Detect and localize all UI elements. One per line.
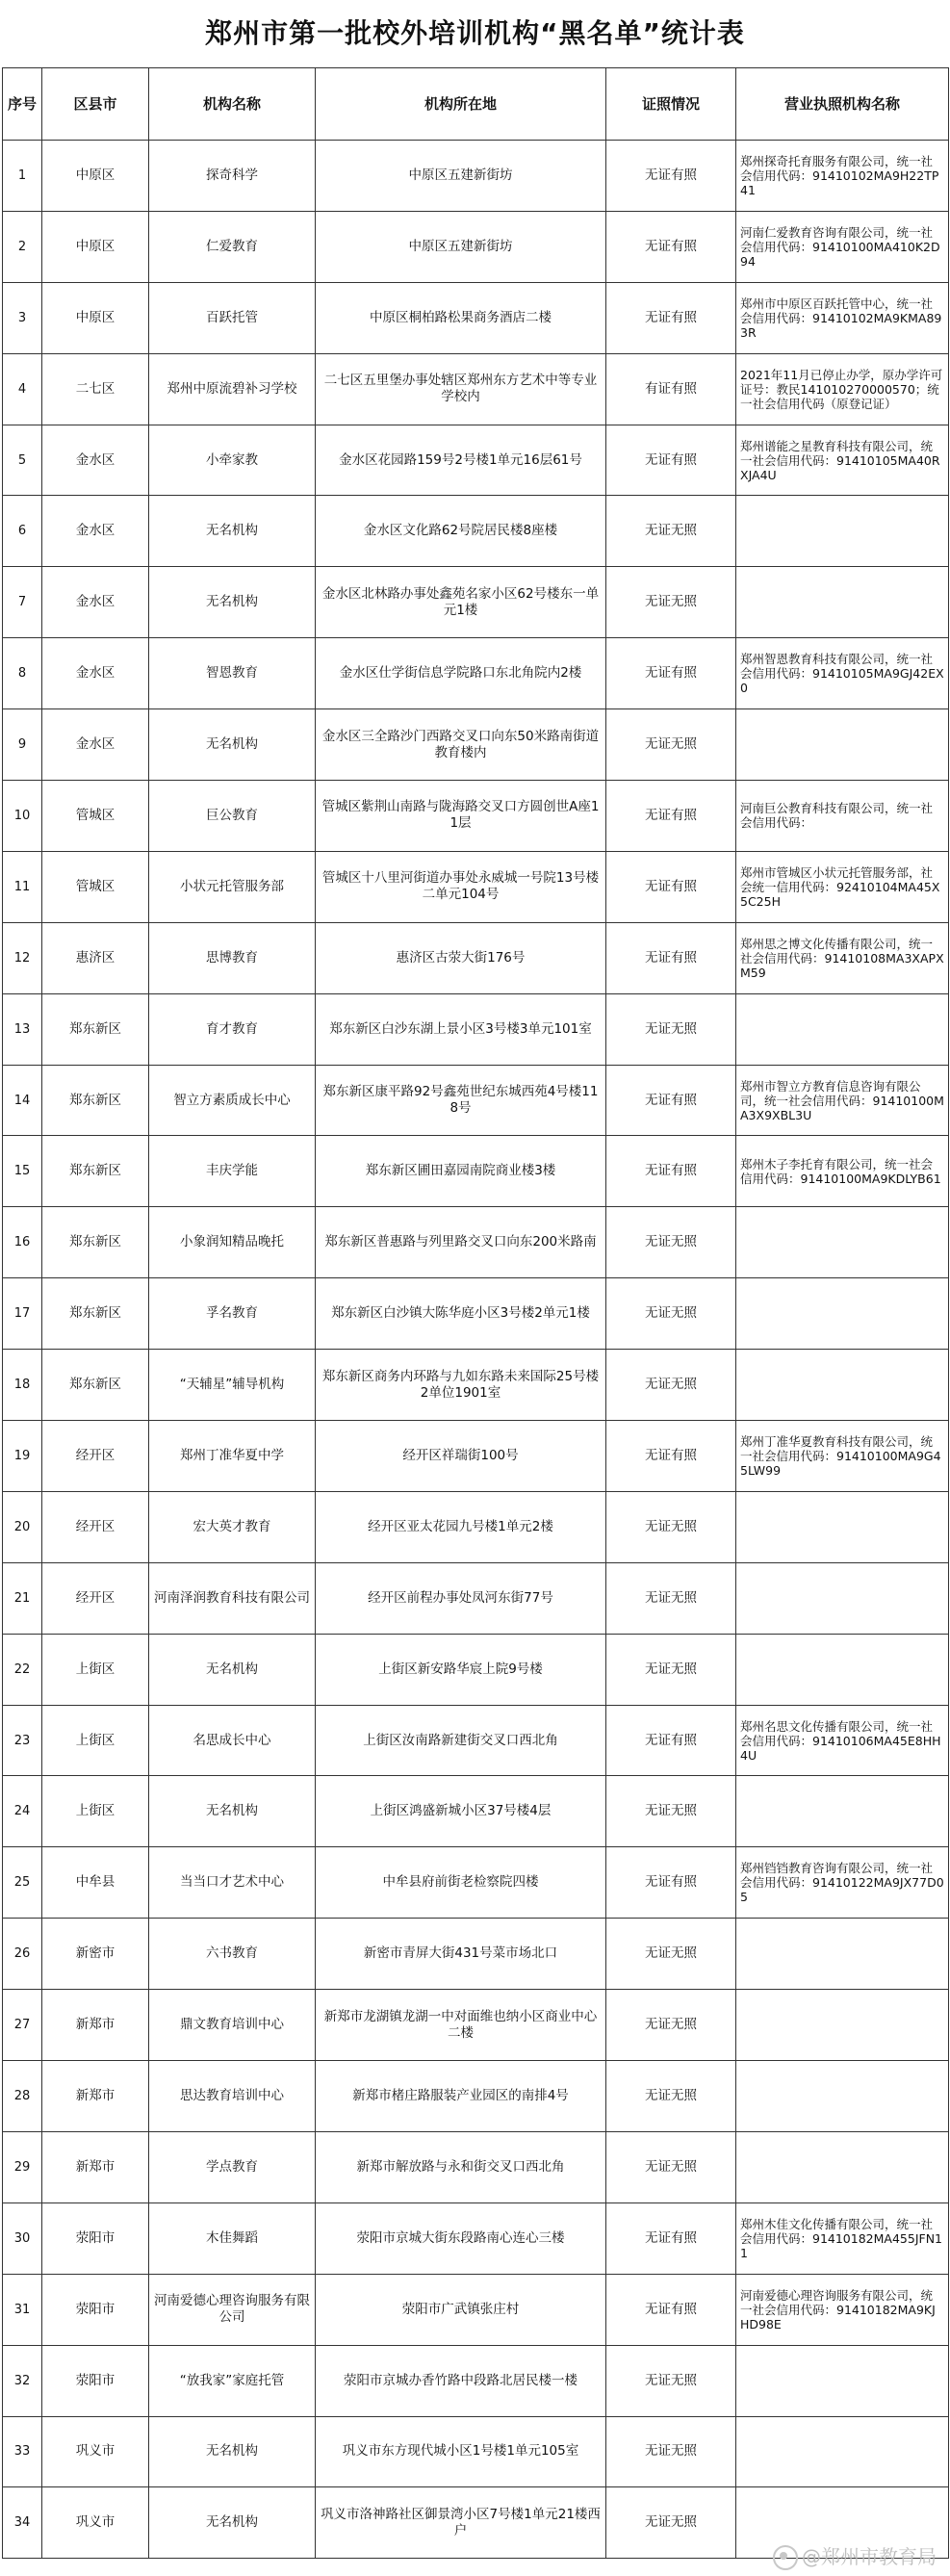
cell-license: 无证有照	[606, 2274, 736, 2345]
cell-district: 新密市	[42, 1919, 149, 1990]
table-row	[3, 1919, 949, 1990]
cell-name: 仁爱教育	[149, 211, 316, 282]
cell-business	[736, 1919, 949, 1990]
cell-address: 郑东新区康平路92号鑫苑世纪东城西苑4号楼118号	[316, 1065, 606, 1136]
cell-address: 郑东新区白沙镇大陈华庭小区3号楼2单元1楼	[316, 1278, 606, 1350]
cell-address: 管城区紫荆山南路与陇海路交叉口方圆创世A座11层	[316, 781, 606, 852]
cell-name: 宏大英才教育	[149, 1491, 316, 1562]
cell-business: 郑州智恩教育科技有限公司，统一社会信用代码：91410105MA9GJ42EX0	[736, 638, 949, 709]
cell-address: 上街区汝南路新建街交叉口西北角	[316, 1705, 606, 1776]
cell-district: 管城区	[42, 781, 149, 852]
table-row	[3, 709, 949, 781]
cell-seq: 10	[3, 781, 42, 852]
cell-address: 新郑市解放路与永和街交叉口西北角	[316, 2131, 606, 2202]
table-row	[3, 1278, 949, 1350]
cell-district: 金水区	[42, 638, 149, 709]
table-row	[3, 638, 949, 709]
cell-business	[736, 2345, 949, 2416]
cell-license: 无证有照	[606, 922, 736, 993]
cell-license: 无证无照	[606, 2061, 736, 2132]
table-row	[3, 211, 949, 282]
cell-seq: 34	[3, 2487, 42, 2559]
cell-license: 无证无照	[606, 709, 736, 781]
cell-business: 郑州市管城区小状元托管服务部，社会统一信用代码：92410104MA45X5C25H	[736, 851, 949, 922]
cell-license: 无证无照	[606, 1990, 736, 2061]
cell-business: 郑州谱能之星教育科技有限公司，统一社会信用代码：91410105MA40RXJA4U	[736, 425, 949, 496]
table-row	[3, 851, 949, 922]
table-row	[3, 781, 949, 852]
cell-seq: 33	[3, 2416, 42, 2487]
cell-business: 河南巨公教育科技有限公司，统一社会信用代码：	[736, 781, 949, 852]
cell-business: 2021年11月已停止办学，原办学许可证号：教民141010270000570；统一社会信用代码（原登记证）	[736, 353, 949, 425]
cell-name: 当当口才艺术中心	[149, 1847, 316, 1919]
cell-license: 无证无照	[606, 2416, 736, 2487]
table-row	[3, 1990, 949, 2061]
cell-district: 郑东新区	[42, 1278, 149, 1350]
table-row	[3, 425, 949, 496]
cell-name: “天辅星”辅导机构	[149, 1350, 316, 1421]
cell-seq: 31	[3, 2274, 42, 2345]
cell-license: 无证无照	[606, 993, 736, 1065]
table-row	[3, 2274, 949, 2345]
cell-district: 二七区	[42, 353, 149, 425]
cell-license: 无证有照	[606, 141, 736, 212]
cell-name: 无名机构	[149, 496, 316, 567]
cell-seq: 9	[3, 709, 42, 781]
cell-district: 经开区	[42, 1491, 149, 1562]
table-row	[3, 2061, 949, 2132]
cell-address: 中牟县府前街老检察院四楼	[316, 1847, 606, 1919]
cell-address: 上街区新安路华宸上院9号楼	[316, 1634, 606, 1705]
cell-seq: 15	[3, 1136, 42, 1207]
header-district: 区县市	[42, 68, 149, 141]
cell-business: 郑州木佳文化传播有限公司，统一社会信用代码：91410182MA455JFN11	[736, 2202, 949, 2274]
cell-business	[736, 1207, 949, 1278]
cell-name: 河南泽润教育科技有限公司	[149, 1562, 316, 1634]
cell-seq: 22	[3, 1634, 42, 1705]
cell-seq: 26	[3, 1919, 42, 1990]
cell-address: 金水区仕学街信息学院路口东北角院内2楼	[316, 638, 606, 709]
table-row	[3, 496, 949, 567]
cell-license: 无证有照	[606, 851, 736, 922]
watermark	[773, 2541, 937, 2571]
table-row	[3, 1207, 949, 1278]
cell-seq: 17	[3, 1278, 42, 1350]
cell-address: 金水区文化路62号院居民楼8座楼	[316, 496, 606, 567]
page-title: 郑州市第一批校外培训机构“黑名单”统计表	[205, 17, 745, 49]
cell-seq: 5	[3, 425, 42, 496]
cell-license: 无证无照	[606, 2131, 736, 2202]
cell-license: 无证有照	[606, 1421, 736, 1492]
cell-name: 学点教育	[149, 2131, 316, 2202]
cell-district: 上街区	[42, 1776, 149, 1847]
cell-seq: 32	[3, 2345, 42, 2416]
blacklist-table	[2, 67, 949, 2559]
cell-seq: 7	[3, 567, 42, 638]
cell-name: 河南爱德心理咨询服务有限公司	[149, 2274, 316, 2345]
cell-address: 新密市青屏大街431号菜市场北口	[316, 1919, 606, 1990]
cell-license: 无证有照	[606, 211, 736, 282]
cell-seq: 30	[3, 2202, 42, 2274]
cell-name: 无名机构	[149, 2487, 316, 2559]
cell-business: 郑州名思文化传播有限公司，统一社会信用代码：91410106MA45E8HH4U	[736, 1705, 949, 1776]
header-address: 机构所在地	[316, 68, 606, 141]
table-row	[3, 1776, 949, 1847]
cell-district: 荥阳市	[42, 2202, 149, 2274]
cell-district: 经开区	[42, 1421, 149, 1492]
cell-name: 百跃托管	[149, 282, 316, 353]
cell-license: 无证有照	[606, 638, 736, 709]
cell-district: 金水区	[42, 567, 149, 638]
header-name: 机构名称	[149, 68, 316, 141]
cell-address: 中原区五建新街坊	[316, 141, 606, 212]
cell-seq: 6	[3, 496, 42, 567]
cell-business: 郑州市中原区百跃托管中心，统一社会信用代码：91410102MA9KMA893R	[736, 282, 949, 353]
cell-license: 无证无照	[606, 1278, 736, 1350]
cell-business	[736, 2061, 949, 2132]
weibo-logo-icon	[773, 2545, 798, 2570]
cell-district: 中牟县	[42, 1847, 149, 1919]
cell-business: 郑州铛铛教育咨询有限公司，统一社会信用代码：91410122MA9JX77D05	[736, 1847, 949, 1919]
cell-business	[736, 2416, 949, 2487]
cell-district: 金水区	[42, 496, 149, 567]
cell-address: 经开区祥瑞街100号	[316, 1421, 606, 1492]
cell-name: 巨公教育	[149, 781, 316, 852]
table-row	[3, 1491, 949, 1562]
cell-seq: 16	[3, 1207, 42, 1278]
cell-district: 郑东新区	[42, 1207, 149, 1278]
cell-address: 郑东新区圃田嘉园南院商业楼3楼	[316, 1136, 606, 1207]
cell-seq: 14	[3, 1065, 42, 1136]
cell-address: 巩义市洛神路社区御景湾小区7号楼1单元21楼西户	[316, 2487, 606, 2559]
cell-business: 郑州丁准华夏教育科技有限公司，统一社会信用代码：91410100MA9G45LW99	[736, 1421, 949, 1492]
table-row	[3, 353, 949, 425]
cell-address: 郑东新区商务内环路与九如东路未来国际25号楼2单位1901室	[316, 1350, 606, 1421]
cell-business	[736, 709, 949, 781]
cell-name: 无名机构	[149, 1776, 316, 1847]
watermark-text: @郑州市教育局	[802, 2544, 937, 2568]
cell-business: 郑州市智立方教育信息咨询有限公司，统一社会信用代码：91410100MA3X9XBL3U	[736, 1065, 949, 1136]
table-row	[3, 993, 949, 1065]
table-row	[3, 567, 949, 638]
table-row	[3, 1847, 949, 1919]
cell-address: 经开区亚太花园九号楼1单元2楼	[316, 1491, 606, 1562]
cell-address: 管城区十八里河街道办事处永威城一号院13号楼二单元104号	[316, 851, 606, 922]
cell-district: 上街区	[42, 1705, 149, 1776]
cell-name: 育才教育	[149, 993, 316, 1065]
cell-business: 郑州探奇托育服务有限公司，统一社会信用代码：91410102MA9H22TP41	[736, 141, 949, 212]
cell-license: 无证无照	[606, 1634, 736, 1705]
cell-address: 郑东新区白沙东湖上景小区3号楼3单元101室	[316, 993, 606, 1065]
cell-district: 中原区	[42, 141, 149, 212]
cell-license: 无证无照	[606, 1207, 736, 1278]
cell-name: 名思成长中心	[149, 1705, 316, 1776]
table-row	[3, 141, 949, 212]
cell-district: 经开区	[42, 1562, 149, 1634]
cell-address: 巩义市东方现代城小区1号楼1单元105室	[316, 2416, 606, 2487]
cell-seq: 21	[3, 1562, 42, 1634]
cell-business	[736, 993, 949, 1065]
cell-seq: 1	[3, 141, 42, 212]
cell-name: 无名机构	[149, 567, 316, 638]
cell-business	[736, 496, 949, 567]
cell-district: 荥阳市	[42, 2345, 149, 2416]
cell-license: 无证有照	[606, 781, 736, 852]
table-row	[3, 1634, 949, 1705]
cell-district: 郑东新区	[42, 1065, 149, 1136]
table-row	[3, 2345, 949, 2416]
cell-business	[736, 1491, 949, 1562]
header-business: 营业执照机构名称	[736, 68, 949, 141]
cell-address: 金水区三全路沙门西路交叉口向东50米路南街道教育楼内	[316, 709, 606, 781]
cell-seq: 11	[3, 851, 42, 922]
cell-license: 无证有照	[606, 1065, 736, 1136]
table-row	[3, 2202, 949, 2274]
cell-district: 郑东新区	[42, 1350, 149, 1421]
cell-district: 中原区	[42, 211, 149, 282]
cell-name: 六书教育	[149, 1919, 316, 1990]
cell-license: 无证有照	[606, 282, 736, 353]
cell-seq: 20	[3, 1491, 42, 1562]
cell-district: 新郑市	[42, 2061, 149, 2132]
cell-district: 巩义市	[42, 2416, 149, 2487]
cell-license: 无证有照	[606, 1847, 736, 1919]
cell-district: 上街区	[42, 1634, 149, 1705]
cell-address: 荥阳市广武镇张庄村	[316, 2274, 606, 2345]
table-header-row	[3, 68, 949, 141]
cell-seq: 29	[3, 2131, 42, 2202]
cell-name: 思博教育	[149, 922, 316, 993]
table-row	[3, 1705, 949, 1776]
cell-license: 无证无照	[606, 1919, 736, 1990]
cell-seq: 19	[3, 1421, 42, 1492]
cell-name: 小牵家教	[149, 425, 316, 496]
cell-address: 经开区前程办事处凤河东街77号	[316, 1562, 606, 1634]
cell-business: 郑州思之博文化传播有限公司，统一社会信用代码：91410108MA3XAPXM59	[736, 922, 949, 993]
cell-business	[736, 1350, 949, 1421]
table-row	[3, 1065, 949, 1136]
cell-seq: 8	[3, 638, 42, 709]
cell-business	[736, 1990, 949, 2061]
cell-seq: 24	[3, 1776, 42, 1847]
cell-license: 无证无照	[606, 1562, 736, 1634]
cell-license: 无证有照	[606, 2202, 736, 2274]
cell-name: 孚名教育	[149, 1278, 316, 1350]
cell-business: 河南爱德心理咨询服务有限公司，统一社会信用代码：91410182MA9KJHD98E	[736, 2274, 949, 2345]
cell-name: 无名机构	[149, 709, 316, 781]
table-row	[3, 1421, 949, 1492]
table-row	[3, 922, 949, 993]
cell-license: 无证有照	[606, 425, 736, 496]
cell-address: 上街区鸿盛新城小区37号楼4层	[316, 1776, 606, 1847]
cell-district: 荥阳市	[42, 2274, 149, 2345]
cell-license: 无证无照	[606, 1491, 736, 1562]
table-row	[3, 1136, 949, 1207]
cell-name: 智立方素质成长中心	[149, 1065, 316, 1136]
cell-address: 中原区五建新街坊	[316, 211, 606, 282]
cell-name: 思达教育培训中心	[149, 2061, 316, 2132]
cell-license: 无证无照	[606, 2487, 736, 2559]
cell-license: 无证无照	[606, 1350, 736, 1421]
cell-address: 新郑市楮庄路服装产业园区的南排4号	[316, 2061, 606, 2132]
cell-name: 无名机构	[149, 1634, 316, 1705]
cell-name: “放我家”家庭托管	[149, 2345, 316, 2416]
cell-name: 无名机构	[149, 2416, 316, 2487]
cell-name: 丰庆学能	[149, 1136, 316, 1207]
cell-name: 探奇科学	[149, 141, 316, 212]
cell-address: 中原区桐柏路松果商务酒店二楼	[316, 282, 606, 353]
cell-seq: 18	[3, 1350, 42, 1421]
cell-district: 金水区	[42, 709, 149, 781]
cell-name: 智恩教育	[149, 638, 316, 709]
cell-name: 小状元托管服务部	[149, 851, 316, 922]
cell-district: 惠济区	[42, 922, 149, 993]
cell-license: 无证有照	[606, 1136, 736, 1207]
cell-business	[736, 1634, 949, 1705]
cell-seq: 3	[3, 282, 42, 353]
cell-seq: 25	[3, 1847, 42, 1919]
table-row	[3, 2131, 949, 2202]
cell-address: 新郑市龙湖镇龙湖一中对面维也纳小区商业中心二楼	[316, 1990, 606, 2061]
cell-seq: 28	[3, 2061, 42, 2132]
table-row	[3, 1562, 949, 1634]
cell-address: 金水区北林路办事处鑫苑名家小区62号楼东一单元1楼	[316, 567, 606, 638]
cell-seq: 13	[3, 993, 42, 1065]
cell-business	[736, 567, 949, 638]
cell-name: 木佳舞蹈	[149, 2202, 316, 2274]
cell-district: 管城区	[42, 851, 149, 922]
cell-license: 无证有照	[606, 1705, 736, 1776]
cell-license: 有证有照	[606, 353, 736, 425]
cell-business	[736, 1776, 949, 1847]
cell-license: 无证无照	[606, 2345, 736, 2416]
cell-seq: 12	[3, 922, 42, 993]
cell-district: 郑东新区	[42, 993, 149, 1065]
cell-district: 新郑市	[42, 2131, 149, 2202]
cell-business	[736, 1562, 949, 1634]
cell-seq: 23	[3, 1705, 42, 1776]
cell-name: 郑州中原流碧补习学校	[149, 353, 316, 425]
cell-name: 小象润知精品晚托	[149, 1207, 316, 1278]
header-seq: 序号	[3, 68, 42, 141]
cell-name: 鼎文教育培训中心	[149, 1990, 316, 2061]
cell-business	[736, 1278, 949, 1350]
cell-license: 无证无照	[606, 567, 736, 638]
cell-district: 中原区	[42, 282, 149, 353]
cell-district: 巩义市	[42, 2487, 149, 2559]
cell-name: 郑州丁准华夏中学	[149, 1421, 316, 1492]
cell-district: 郑东新区	[42, 1136, 149, 1207]
cell-business	[736, 2131, 949, 2202]
table-row	[3, 2416, 949, 2487]
cell-seq: 2	[3, 211, 42, 282]
cell-address: 惠济区古荥大街176号	[316, 922, 606, 993]
cell-address: 金水区花园路159号2号楼1单元16层61号	[316, 425, 606, 496]
cell-address: 二七区五里堡办事处辖区郑州东方艺术中等专业学校内	[316, 353, 606, 425]
cell-license: 无证无照	[606, 496, 736, 567]
cell-district: 金水区	[42, 425, 149, 496]
cell-business: 河南仁爱教育咨询有限公司，统一社会信用代码：91410100MA410K2D94	[736, 211, 949, 282]
header-license: 证照情况	[606, 68, 736, 141]
table-row	[3, 282, 949, 353]
cell-business: 郑州木子李托育有限公司，统一社会信用代码：91410100MA9KDLYB61	[736, 1136, 949, 1207]
cell-district: 新郑市	[42, 1990, 149, 2061]
cell-address: 荥阳市京城大街东段路南心连心三楼	[316, 2202, 606, 2274]
cell-address: 郑东新区普惠路与列里路交叉口向东200米路南	[316, 1207, 606, 1278]
cell-seq: 27	[3, 1990, 42, 2061]
table-row	[3, 1350, 949, 1421]
cell-seq: 4	[3, 353, 42, 425]
cell-license: 无证无照	[606, 1776, 736, 1847]
cell-address: 荥阳市京城办香竹路中段路北居民楼一楼	[316, 2345, 606, 2416]
